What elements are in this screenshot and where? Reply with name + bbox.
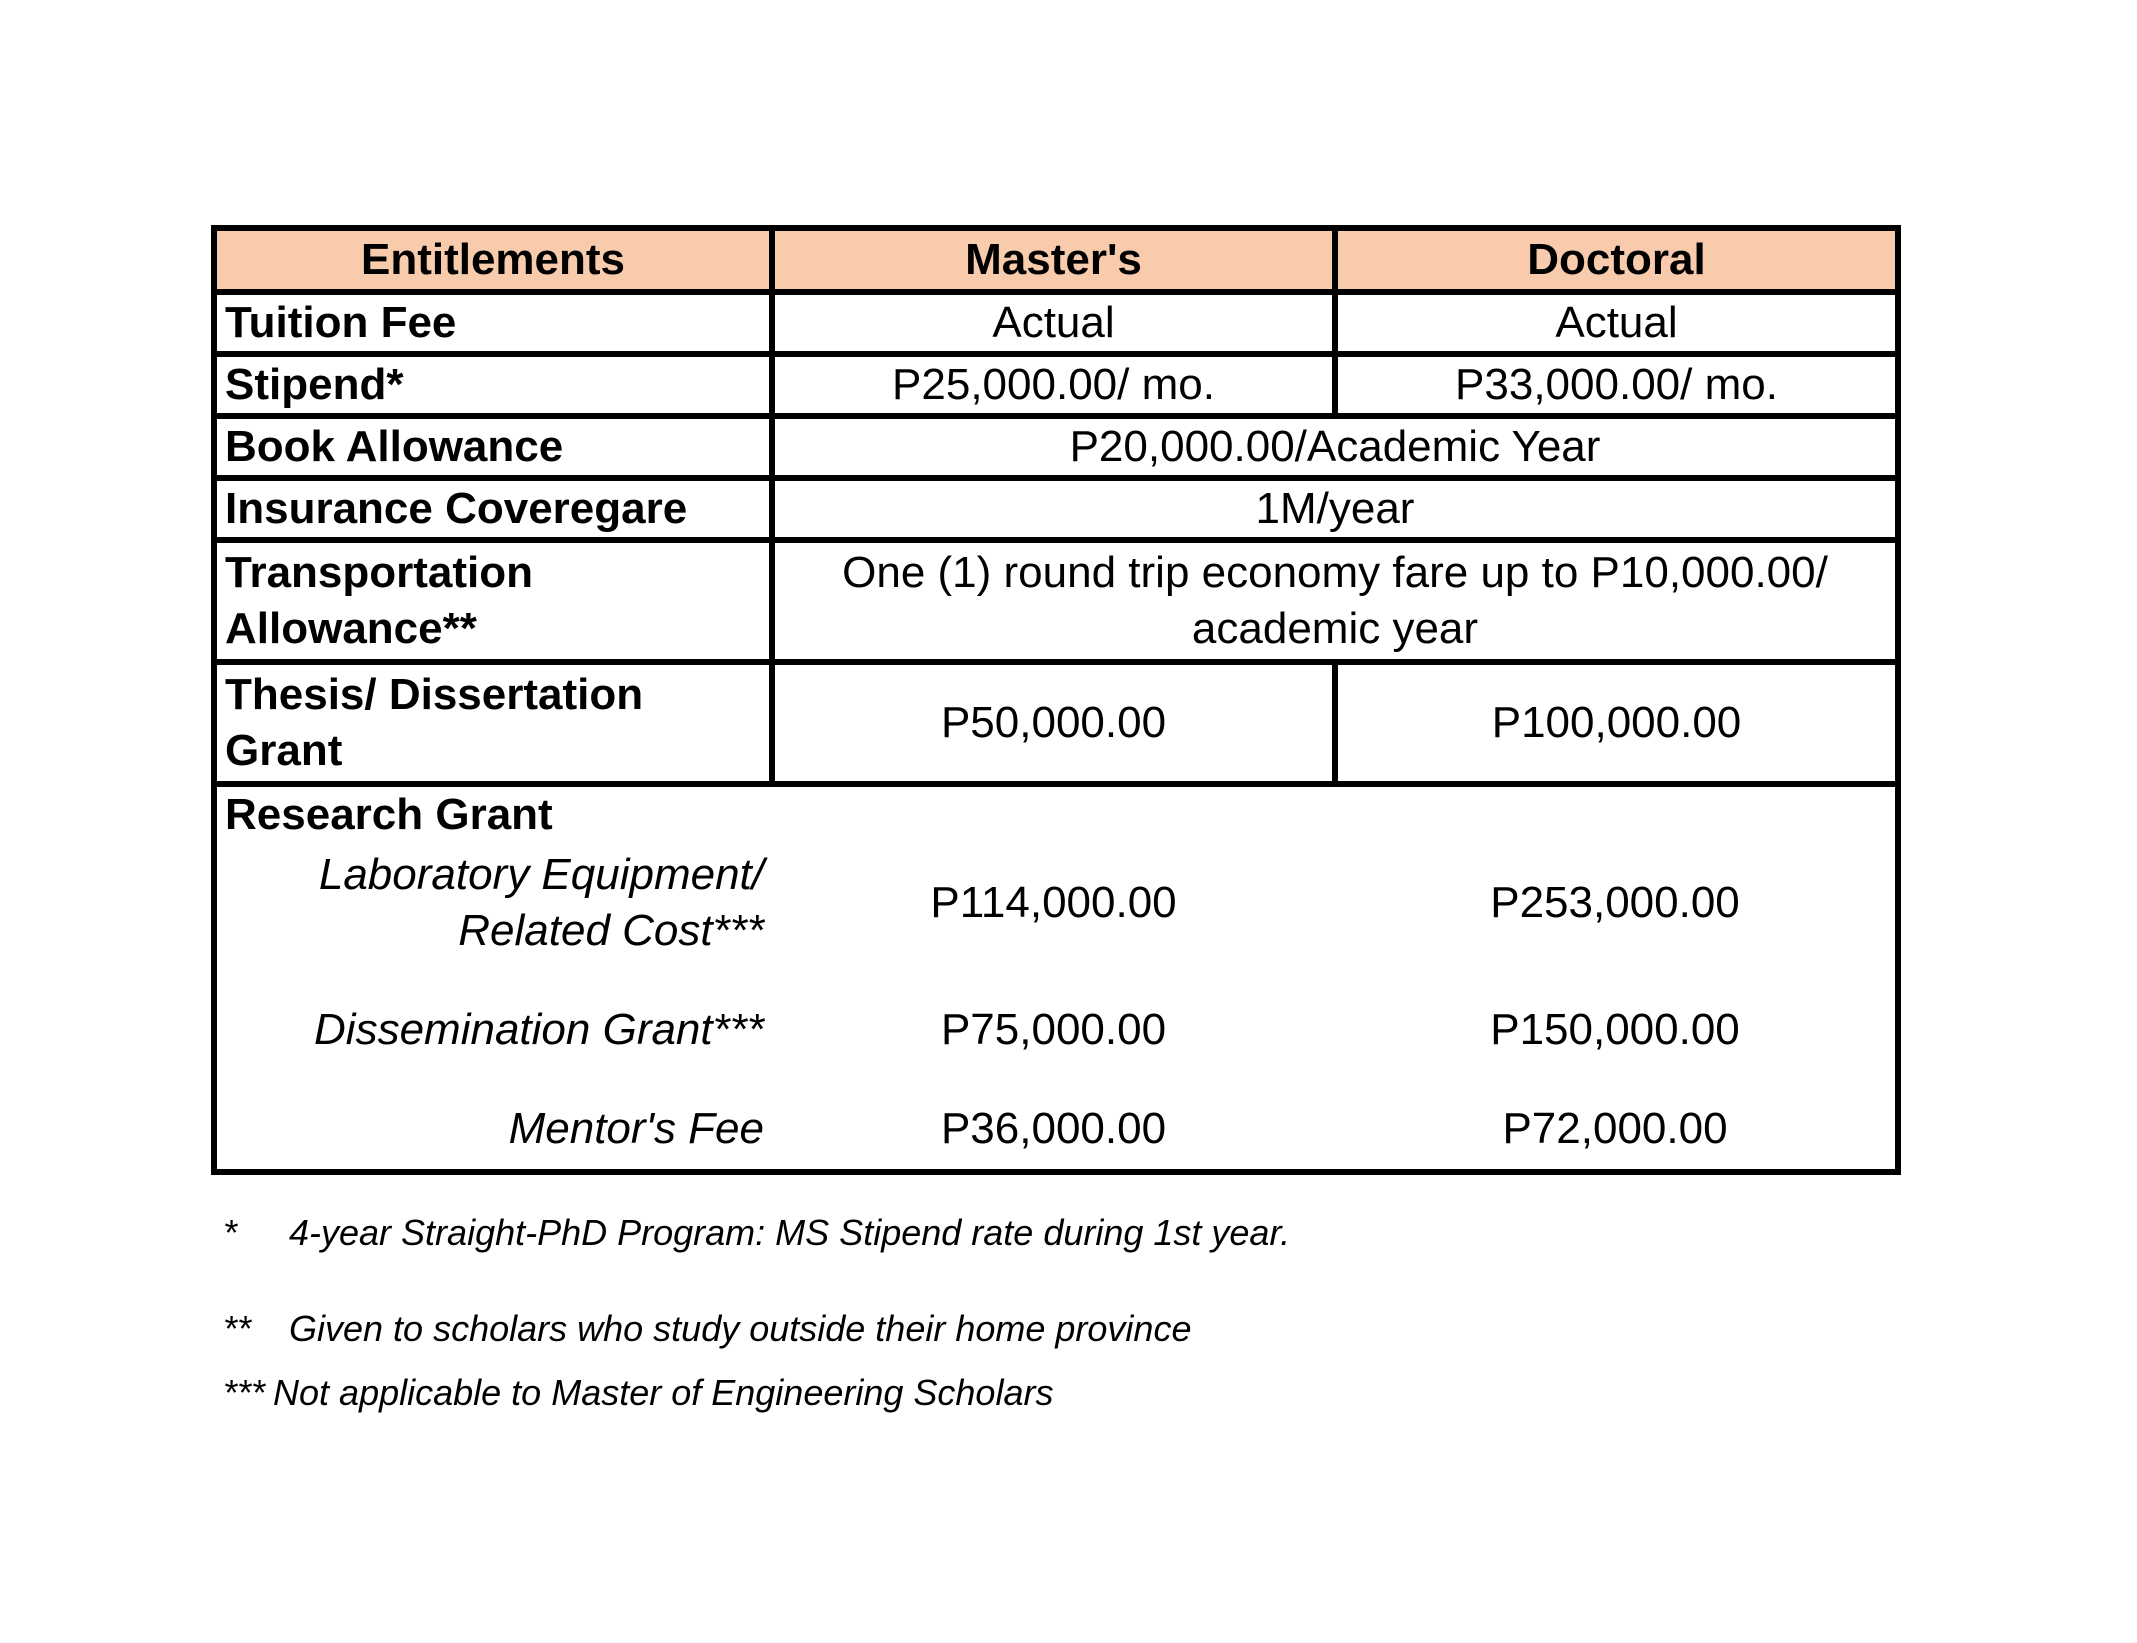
transportation-value xyxy=(772,540,1898,662)
header-masters: Master's xyxy=(772,228,1335,292)
thesis-doctoral: P100,000.00 xyxy=(1335,662,1898,784)
table-row-dissemination xyxy=(214,963,1898,1085)
transportation-value-line1: One (1) round trip economy fare up to P10,000.00/ xyxy=(842,548,1828,597)
footnotes xyxy=(211,1209,1895,1417)
tuition-label: Tuition Fee xyxy=(214,292,772,354)
footnote-3-mark: *** xyxy=(223,1372,266,1413)
mentor-fee-masters: P36,000.00 xyxy=(772,1085,1335,1172)
mentor-fee-label: Mentor's Fee xyxy=(214,1085,772,1172)
lab-equipment-doctoral: P253,000.00 xyxy=(1335,843,1898,963)
table-row-tuition xyxy=(214,292,1898,354)
transportation-label-line2: Allowance** xyxy=(225,604,477,653)
table-row-research-grant xyxy=(214,784,1898,843)
book-allowance-label: Book Allowance xyxy=(214,416,772,478)
stipend-masters: P25,000.00/ mo. xyxy=(772,354,1335,416)
footnote-2 xyxy=(211,1305,1895,1353)
footnote-2-mark: ** xyxy=(223,1308,252,1349)
footnote-3 xyxy=(211,1369,1895,1417)
lab-equipment-masters: P114,000.00 xyxy=(930,878,1177,927)
table-row-book-allowance xyxy=(214,416,1898,478)
dissemination-doctoral: P150,000.00 xyxy=(1335,963,1898,1085)
book-allowance-value: P20,000.00/Academic Year xyxy=(772,416,1898,478)
tuition-doctoral: Actual xyxy=(1335,292,1898,354)
insurance-value: 1M/year xyxy=(772,478,1898,540)
stipend-doctoral: P33,000.00/ mo. xyxy=(1335,354,1898,416)
lab-equipment-label-line2: Related Cost*** xyxy=(458,906,764,955)
thesis-masters: P50,000.00 xyxy=(772,662,1335,784)
stipend-label: Stipend* xyxy=(214,354,772,416)
table-row-thesis xyxy=(214,662,1898,784)
lab-equipment-label xyxy=(214,843,772,963)
footnote-1 xyxy=(211,1209,1895,1257)
thesis-label-line1: Thesis/ Dissertation xyxy=(225,670,644,719)
table-row-transportation xyxy=(214,540,1898,662)
lab-equipment-label-line1: Laboratory Equipment/ xyxy=(318,850,764,899)
footnote-2-text: Given to scholars who study outside their home province xyxy=(289,1308,1192,1349)
header-entitlements: Entitlements xyxy=(214,228,772,292)
tuition-masters: Actual xyxy=(772,292,1335,354)
table-row-stipend xyxy=(214,354,1898,416)
entitlements-table xyxy=(211,225,1901,1175)
entitlements-document xyxy=(211,225,1895,1417)
table-row-mentor-fee xyxy=(214,1085,1898,1172)
mentor-fee-doctoral: P72,000.00 xyxy=(1335,1085,1898,1172)
transportation-label xyxy=(214,540,772,662)
insurance-label: Insurance Coveregare xyxy=(214,478,772,540)
table-header-row xyxy=(214,228,1898,292)
dissemination-label: Dissemination Grant*** xyxy=(214,963,772,1085)
footnote-1-text: 4-year Straight-PhD Program: MS Stipend rate during 1st year. xyxy=(289,1212,1291,1253)
table-row-lab-equipment xyxy=(214,843,1898,963)
thesis-label xyxy=(214,662,772,784)
transportation-value-line2: academic year xyxy=(1191,604,1479,653)
thesis-label-line2: Grant xyxy=(225,726,343,775)
header-doctoral: Doctoral xyxy=(1335,228,1898,292)
research-grant-label: Research Grant xyxy=(214,784,772,843)
footnote-3-text: Not applicable to Master of Engineering Scholars xyxy=(273,1372,1054,1413)
dissemination-masters: P75,000.00 xyxy=(940,1005,1167,1054)
table-row-insurance xyxy=(214,478,1898,540)
transportation-label-line1: Transportation xyxy=(225,548,534,597)
footnote-1-mark: * xyxy=(223,1212,238,1253)
